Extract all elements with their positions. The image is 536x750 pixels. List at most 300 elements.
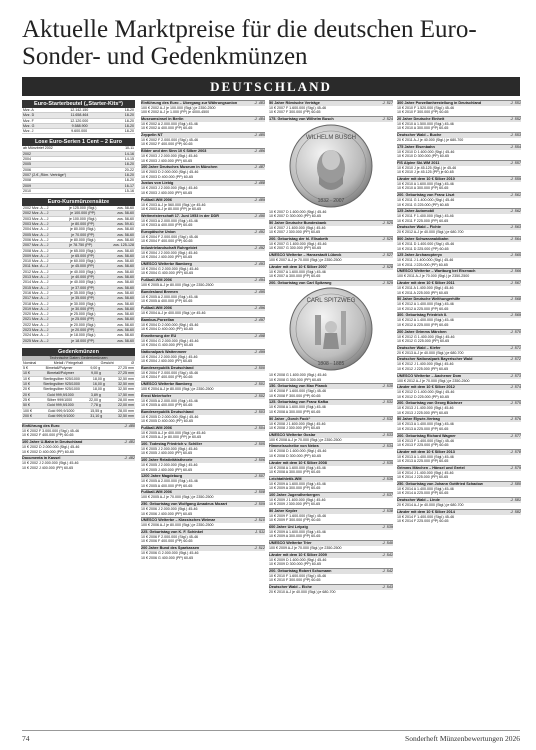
entry-title: 200. Geburtstag der hl. Elisabeth: [269, 236, 329, 241]
entry-code: J. 480: [124, 424, 135, 429]
entry-code: J. 529: [382, 280, 393, 285]
entry-line: 10 € 2012 D 1.400.000 (Stgl.) 45-46: [397, 390, 455, 395]
gedenk-header: Gedenkmünzen: [22, 348, 135, 356]
catalog-entry: [397, 116, 521, 131]
entry-code: J. 580: [510, 481, 521, 486]
table-cell: 25 €: [23, 397, 30, 402]
entry-code: J. 525: [382, 220, 393, 225]
entry-line: 10 € 2002 F 2.000.000 (Stgl.) 45-46: [141, 138, 198, 143]
catalog-entry: [397, 312, 521, 327]
entry-line: 10 € 2010 F 1.520.000 (Stgl.) 45-46: [397, 106, 454, 110]
catalog-entry: [269, 460, 393, 475]
table-cell: 12.120.000: [70, 118, 89, 123]
entry-title: Länder mit dem 10 € Silber 2013: [397, 449, 455, 454]
entry-code: J. 565: [510, 253, 521, 258]
table-cell: je 40.000 (PP): [71, 275, 95, 280]
entry-title: Ernst Meierhofer: [141, 393, 172, 398]
entry-title: UNESCO Welterbe – Hansestadt Lübeck: [269, 252, 342, 257]
table-cell: zus. 58-60: [117, 227, 134, 232]
entry-line: 10 € 2007 F 300.000 (PP) 60-65: [269, 110, 321, 115]
entry-code: J. 511: [254, 530, 265, 535]
entry-title: 100 Jahre Jugendherbergen: [269, 492, 320, 497]
entry-code: J. 506: [254, 458, 265, 463]
table-cell: 16-17: [124, 183, 134, 188]
col3-entries-top: [269, 100, 393, 122]
entry-line: 100 € 2008 A-J je 70.000 (Stgl.) je 2350-2500: [269, 437, 342, 442]
entry-line: 20 € 2013 A-J je 40.000 (Stgl.) je 680-700: [397, 350, 464, 355]
column-4: [397, 100, 521, 725]
table-cell: je 125.000 (Stgl.): [69, 206, 97, 211]
table-cell: 2010 Mzz. A – J: [23, 259, 49, 264]
table-cell: 50 €: [23, 403, 30, 408]
entry-title: 50 Jahre Deutsche Bundesbank: [269, 220, 327, 225]
entry-line: 10 € 2002 D 2.000.000 (Stgl.) 45-46: [22, 445, 80, 450]
catalog-entry: [269, 492, 393, 507]
table-cell: Bimetall/Polymer: [45, 366, 73, 371]
catalog-entry: [397, 280, 521, 295]
entry-line: 10 € 2005 J 400.000 (PP) 60-65: [141, 467, 193, 472]
entry-code: J. 524: [382, 117, 393, 122]
entry-code: J. 561: [510, 193, 521, 198]
table-cell: [77, 178, 79, 182]
table-cell: Gold 999,9/1000: [47, 392, 74, 397]
table-cell: 2005: [23, 162, 31, 167]
entry-title-row: [269, 280, 393, 286]
table-cell: 18-20: [124, 178, 134, 183]
entry-line: 10 € 2009 F 1.600.000 (Stgl.) 45-46: [269, 513, 326, 518]
table-cell: Mzz. D: [23, 113, 35, 118]
catalog-entry: [397, 433, 521, 448]
entry-code: J. 552: [510, 117, 521, 122]
entry-title: 1200 Jahre Magdeburg: [141, 474, 183, 479]
entry-code: J. 517: [382, 101, 393, 105]
entry-line: 10 € 2005 J 2.000.000 (Stgl.) 45-46: [141, 463, 198, 468]
entry-code: J. 541: [382, 552, 393, 557]
lose-rows: [22, 146, 135, 194]
entry-code: J. 542: [382, 568, 393, 573]
table-cell: [77, 168, 79, 172]
entry-line: 10 € 2013 A 1.400.000 (Stgl.) 45-46: [397, 422, 454, 427]
entry-line: 10 € 2008 J 1.600.000 (Stgl.) 45-46: [269, 421, 326, 426]
busch-coin-legend: WILHELM BUSCH: [305, 134, 357, 141]
entry-code: J. 551: [510, 101, 521, 105]
table-cell: zus. 58-60: [117, 206, 134, 211]
entry-line: 10 € 2009 J 1.600.000 (Stgl.) 45-46: [269, 497, 326, 502]
catalog-entry: [22, 455, 135, 470]
table-cell: je 45.000 (PP): [71, 264, 95, 269]
table-cell: 2011 Mzz. A – J: [23, 264, 49, 269]
entry-line: 10 € 2003 J 400.000 (PP) 60-65: [141, 158, 193, 163]
entry-code: J. 528: [382, 264, 393, 269]
table-cell: 2022 Mzz. A – J: [23, 322, 49, 327]
catalog-entry: [397, 356, 521, 371]
entry-line: 10 € 2012 D 225.000 (PP) 60-65: [397, 394, 449, 399]
footer-rule: [22, 730, 520, 731]
entry-line: 10 € 2008 G 1.600.000 (Stgl.) 45-46: [269, 373, 327, 378]
entry-line: 100 € 2007 A-J je 70.000 (Stgl.) je 2350-2500: [269, 257, 342, 262]
entry-title: UNESCO Welterbe Bamberg: [141, 382, 192, 387]
catalog-entry: [269, 264, 393, 279]
entry-title: Industrielandschaft Ruhrgebiet: [141, 245, 198, 250]
table-cell: zus. 58-60: [117, 285, 134, 290]
entry-line: 10 € 2012 G 225.000 (PP) 60-65: [397, 338, 450, 343]
table-cell: Gold 999,9/1000: [47, 403, 74, 408]
entry-title: 50 Jahre Kepler: [269, 508, 298, 513]
table-cell: 15,55 g: [90, 408, 103, 413]
catalog-entry: [397, 296, 521, 311]
table-cell: [77, 162, 79, 166]
entry-line: 10 € 2005 A 400.000 (PP) 60-65: [141, 403, 193, 408]
entry-code: J. 538: [382, 508, 393, 513]
entry-line: 10 € 2008 D 1.600.000 (Stgl.) 45-46: [269, 449, 327, 454]
catalog-entry: [269, 116, 393, 122]
entry-title: 250. Geburtstag von Johann Gottfried Schadow: [397, 481, 483, 486]
table-cell: 20 €: [23, 387, 30, 392]
entry-code: J. 567: [510, 281, 521, 286]
entry-title: 300. Geburtstag Friedrich II.: [397, 313, 448, 318]
catalog-entry: [22, 439, 135, 454]
entry-line: 10 € 2003 J 2.000.000 (Stgl.) 45-46: [141, 186, 198, 191]
column-2: [141, 100, 265, 725]
table-cell: Silber 999/1000: [46, 397, 73, 402]
table-cell: 22,00 mm: [118, 403, 134, 408]
entry-line: 10 € 2005 J 2.000.000 (Stgl.) 45-46: [141, 447, 198, 452]
catalog-entry: [397, 252, 521, 267]
entry-line: 10 € 2008 G 300.000 (PP) 60-65: [269, 377, 322, 382]
entry-line: 10 € 2003 D 2.000.000 (Stgl.) 45-46: [141, 170, 199, 175]
table-cell: 14-16: [124, 151, 134, 156]
entry-line: 10 € 2004 F 2.000.000 (Stgl.) 45-46: [141, 234, 198, 239]
catalog-entry: [269, 373, 393, 382]
catalog-entry: [141, 349, 265, 364]
entry-line: 20 € 2012 A-J je 40.000 (Stgl.) je 680-700: [397, 230, 464, 235]
entry-code: J. 576: [510, 417, 521, 422]
entry-line: 10 € 2010 F 1.600.000 (Stgl.) 45-46: [269, 573, 326, 578]
entry-line: 10 € 2013 F 225.000 (PP) 60-65: [397, 442, 449, 447]
gedenk-col-nominal: Nominal: [23, 360, 37, 365]
entry-line: 10 € 2008 A 300.000 (PP) 60-65: [269, 469, 321, 474]
entry-line: 10 € 2012 J 225.000 (PP) 60-65: [397, 366, 449, 371]
entry-code: J. 494: [254, 278, 265, 283]
entry-title: Himmelsscheibe von Nebra: [269, 444, 319, 449]
table-cell: 22,00 g: [89, 397, 102, 402]
entry-line: 10 € 2013 A 225.000 (PP) 60-65: [397, 458, 449, 463]
col1-entries: [22, 423, 135, 470]
table-cell: 3,89 g: [90, 392, 101, 397]
entry-title: 125. Geburtstag von Franz Kafka: [269, 400, 329, 405]
table-cell: zus. 58-60: [117, 333, 134, 338]
entry-title: Zeppelin NT: [141, 133, 163, 138]
table-cell: je 18.000 (PP): [71, 338, 95, 343]
table-cell: 28,00 mm: [118, 397, 134, 402]
entry-title: Grimms Märchen – Hänsel und Gretel: [397, 465, 465, 470]
table-cell: 18-20: [124, 172, 134, 177]
entry-line: 20 € 2011 A-J je 40.000 (Stgl.) je 680-700: [397, 138, 464, 143]
entry-line: 10 € 2007 J 300.000 (PP) 60-65: [269, 229, 321, 234]
entry-title: 125 Jahre Archaeopteryx: [397, 253, 443, 258]
entry-title: Fußball-WM 2006: [141, 426, 173, 431]
catalog-entry: [141, 229, 265, 244]
entry-line: 10 € 2003 J 2.000.000 (Stgl.) 45-46: [141, 154, 198, 159]
catalog-entry: [269, 568, 393, 583]
catalog-entry: [269, 416, 393, 431]
table-cell: je 40.000 (Stgl.): [70, 269, 96, 274]
entry-line: 10 € 2010 A 1.600.000 (Stgl.) 45-46: [397, 182, 454, 187]
entry-line: 10 € 2006 G 400.000 (PP) 60-65: [141, 555, 194, 560]
catalog-entry: [269, 584, 393, 594]
table-cell: zus. 58-60: [117, 275, 134, 280]
table-cell: 9,00 g: [90, 366, 101, 371]
catalog-entry: [141, 457, 265, 472]
table-cell: je 65.000 (Stgl.): [70, 248, 96, 253]
entry-line: 10 € 2011 J 225.000 (PP) 60-65: [397, 262, 448, 267]
table-cell: je 18.000 (Stgl.): [70, 333, 96, 338]
catalog-entry: [397, 224, 521, 234]
table-cell: je 25.000 (Stgl.): [70, 312, 96, 317]
entry-code: J. 497: [254, 317, 265, 322]
entry-line: 10 € 2008 A 300.000 (PP) 60-65: [269, 409, 321, 414]
table-cell: 20-22: [124, 167, 134, 172]
table-cell: 9.588.900: [71, 123, 88, 128]
entry-line: 10 € 2011 A 1.400.000 (Stgl.) 45-46: [397, 286, 454, 291]
entry-code: J. 504: [254, 426, 265, 431]
table-cell: 18-20: [124, 162, 134, 167]
entry-line: 10 € 2011 D 1.400.000 (Stgl.) 45-46: [397, 242, 455, 247]
catalog-entry: [397, 509, 521, 524]
entry-title: Fußball-WM 2006: [141, 197, 173, 202]
entry-code: J. 570: [510, 329, 521, 334]
entry-title: Bilder und den Sinn 10 € Silber 2003: [141, 149, 207, 154]
entry-title: UNESCO Welterbe Goslar: [269, 432, 316, 437]
catalog-entry: [141, 333, 265, 348]
table-cell: zus. 58-60: [117, 280, 134, 285]
entry-title: 200 Jahre Grimms Märchen: [397, 329, 447, 334]
table-cell: je 25.000 (PP): [71, 317, 95, 322]
table-cell: [94, 173, 96, 177]
entry-line: 10 € 2010 D 300.000 (PP) 60-65: [397, 154, 449, 159]
table-cell: 2005 Mzz. A – J: [23, 232, 49, 237]
catalog-entry: [141, 305, 265, 315]
page-title: Aktuelle Marktpreise für die deutschen Euro-Sonder- und Gedenkmünzen: [22, 16, 477, 70]
entry-line: 10 € 2004 F 2.000.000 (Stgl.) 45-46: [141, 371, 198, 375]
entry-line: 10 € 2013 F 1.400.000 (Stgl.) 45-46: [397, 438, 454, 443]
entry-line: 10 € 2005 A-J je 80.000 (PP) je 60-65: [141, 435, 202, 440]
table-cell: 31,10 g: [90, 413, 103, 418]
gedenk-col-gewicht: Gewicht: [100, 360, 114, 365]
gedenk-col-metall: Metall / Feingehalt: [53, 360, 84, 365]
entry-line: 10 € 2014 J 225.000 (PP) 60-65: [397, 475, 449, 480]
entry-line: 10 € 2009 A 1.600.000 (Stgl.) 45-46: [269, 481, 326, 486]
entry-code: J. 500: [254, 366, 265, 370]
catalog-entry: [397, 465, 521, 480]
entry-title: Museumsinsel in Berlin: [141, 117, 184, 122]
entry-code: J. 566: [510, 269, 521, 274]
catalog-entry: [141, 245, 265, 260]
table-cell: zus. 58-60: [117, 290, 134, 295]
entry-line: 10 € 2002 D 400.000 (PP) 60-65: [22, 449, 74, 454]
entry-code: J. 582: [510, 509, 521, 514]
entry-line: 10 € 2013 A 225.000 (PP) 60-65: [397, 426, 449, 431]
entry-title: UNESCO Welterbe – Klassisches Weimar: [141, 518, 216, 523]
entry-code: J. 503: [254, 409, 265, 414]
entry-code: J. 481: [124, 440, 135, 445]
catalog-entry: [141, 116, 265, 131]
entry-code: J. 540: [382, 541, 393, 545]
entry-title: FIS Alpine Ski-WM 2011: [397, 161, 440, 166]
table-cell: Sterlingsilber 925/1000: [43, 387, 80, 392]
entry-code: J. 485: [254, 133, 265, 138]
entry-title: Nationalpark Wattenmeer: [141, 349, 187, 354]
table-cell: 14-15: [124, 157, 134, 162]
entry-code: J. 527: [382, 252, 393, 257]
entry-title: Bundesrepublik Deutschland: [141, 366, 194, 370]
entry-code: J. 531: [382, 400, 393, 405]
catalog-entry: [269, 476, 393, 491]
entry-title: Fußball-WM 2006: [141, 490, 173, 495]
entry-title: Länder mit dem 10 € Silber 2014: [397, 509, 455, 514]
table-cell: 28,00 mm: [118, 408, 134, 413]
table-row: [22, 339, 135, 344]
table-cell: Sterlingsilber 925/1000: [43, 376, 80, 381]
gedenk-col-diameter: Ø: [131, 360, 134, 365]
entry-code: J. 484: [254, 117, 265, 122]
entry-title: Deutscher Wald – Kiefer: [397, 345, 441, 350]
table-cell: 15-16: [124, 188, 134, 193]
entry-title: 200. Geburtstag Richard Wagner: [397, 433, 456, 438]
page-footer: [22, 734, 520, 746]
entry-title: Bundesrepublik Deutschland: [141, 409, 194, 414]
entry-line: 10 € 2010 A 300.000 (PP) 60-65: [397, 126, 449, 131]
table-cell: 18-20: [124, 123, 134, 128]
table-cell: zus. 58-60: [117, 296, 134, 301]
catalog-entry: [141, 197, 265, 212]
catalog-entry: [269, 236, 393, 251]
catalog-entry: [269, 432, 393, 442]
entry-code: J. 482: [124, 456, 135, 461]
table-cell: je 40.000 (Stgl.): [70, 280, 96, 285]
table-row: [22, 189, 135, 194]
table-cell: Gold 999,9/1000: [47, 408, 75, 413]
catalog-entry: [141, 473, 265, 488]
entry-line: 10 € 2005 A 2.000.000 (Stgl.) 45-46: [141, 479, 198, 484]
entry-title: Europäische Union: [141, 229, 176, 234]
table-cell: 10 €: [23, 371, 30, 376]
catalog-entry: [141, 441, 265, 456]
entry-code: J. 568: [510, 297, 521, 302]
table-cell: Mzz. F: [23, 118, 34, 123]
table-cell: 10 €: [23, 382, 30, 387]
catalog-entry: [397, 481, 521, 496]
catalog-entry: [269, 443, 393, 458]
entry-title: Fußball-WM 2006: [141, 305, 173, 310]
catalog-entry: [397, 144, 521, 159]
table-cell: 2016 Mzz. A – J: [23, 290, 49, 295]
entry-line: 10 € 2012 A 1.400.000 (Stgl.) 45-46: [397, 302, 454, 307]
entry-title: 100 Jahre Relativitätstheorie: [141, 458, 193, 463]
entry-title: Deutscher Wald – Linde: [397, 497, 440, 502]
entry-line: 10 € 2006 F 2.000.000 (Stgl.) 45-46: [141, 535, 198, 540]
entry-line: 100 € 2009 A-J je 70.000 (Stgl.) je 2350-2500: [269, 546, 342, 550]
publication-name: Sonderheft Münzenbewertungen 2026: [405, 734, 520, 743]
table-cell: je 80.000 (Stgl.): [70, 227, 96, 232]
table-cell: zus. 58-60: [117, 237, 134, 242]
table-cell: zus. 58-60: [117, 232, 134, 237]
entry-line: 10 € 2011 D 225.000 (PP) 60-65: [397, 246, 449, 251]
entry-title: 300 Jahre Porzellanherstellung in Deutschland: [397, 101, 482, 105]
table-cell: [88, 146, 90, 150]
spitzweg-coin-image: [289, 287, 373, 371]
page-number: 74: [22, 734, 30, 743]
entry-code: J. 578: [510, 449, 521, 454]
entry-line: 10 € 2010 A 1.500.000 (Stgl.) 45-46: [397, 122, 454, 127]
entry-line: 10 € 2012 G 1.400.000 (Stgl.) 45-46: [397, 334, 455, 339]
entry-line: 10 € 2005 D 400.000 (PP) 60-65: [141, 419, 193, 424]
entry-title: 250. Geburtstag von Wolfgang Amadeus Mozart: [141, 502, 228, 507]
table-cell: 2008: [23, 178, 31, 183]
table-cell: je 65.000 (PP): [71, 253, 95, 258]
entry-line: 10 € 2007 A 1.600.000 (Stgl.) 45-46: [269, 269, 326, 274]
entry-code: J. 575: [510, 401, 521, 406]
entry-line: 10 € 2009 D 300.000 (PP) 60-65: [269, 562, 321, 567]
table-row: [22, 129, 135, 134]
col2-entries: [141, 100, 265, 560]
catalog-entry: [269, 220, 393, 235]
table-cell: zus. 58-60: [117, 248, 134, 253]
catalog-entry: [141, 148, 265, 163]
entry-line: 10 € 2002 A 2.000.000 (Stgl.) 45-46: [141, 122, 198, 127]
table-cell: zus. 58-60: [117, 301, 134, 306]
entry-line: 10 € 2007 F 1.600.000 (Stgl.) 45-46: [269, 106, 326, 110]
entry-title: 200. Geburtstag Robert Schumann: [269, 568, 332, 573]
entry-code: J. 526: [382, 236, 393, 241]
entry-code: J. 496: [254, 305, 265, 310]
table-cell: zus. 58-60: [117, 327, 134, 332]
table-cell: je 20.000 (Stgl.): [70, 322, 96, 327]
entry-code: J. 509: [254, 502, 265, 507]
entry-line: 10 € 2002 A 400.000 (PP) 60-65: [141, 126, 193, 131]
entry-line: 10 € 2010 J je 45.125 (Stgl.) je 45-46: [397, 166, 457, 171]
catalog-entry: [141, 164, 265, 179]
entry-line: 10 € 2009 A 300.000 (PP) 60-65: [269, 485, 321, 490]
entry-code: J. 508: [254, 490, 265, 495]
entry-title: 150. Geburtstag von Max Planck: [269, 384, 328, 389]
entry-title: Bundesland Bremen: [141, 289, 178, 294]
table-cell: [77, 184, 79, 188]
table-cell: Gold 999,9/1000: [47, 413, 75, 418]
entry-line: 10 € 2005 A 400.000 (PP) 60-65: [141, 299, 193, 304]
table-cell: [77, 157, 79, 161]
entry-title: Länder mit dem 10 € Silber 2009: [269, 552, 327, 557]
catalog-entry: [269, 508, 393, 523]
entry-line: 10 € 2004 G 2.000.000 (Stgl.) 45-46: [141, 266, 199, 271]
table-cell: zus. 58-60: [117, 317, 134, 322]
entry-line: 10 € 2009 J 300.000 (PP) 60-65: [269, 502, 321, 507]
entry-title: 50 Jahre Élysée-Vertrag: [397, 417, 440, 422]
catalog-entry: [141, 393, 265, 408]
catalog-entry: [397, 192, 521, 207]
catalog-entry: [397, 384, 521, 399]
entry-title: 100 Jahre Deutsches Museum in München: [141, 165, 218, 170]
entry-line: 10 € 2013 J 225.000 (PP) 60-65: [397, 410, 449, 415]
table-cell: 32,50 mm: [118, 413, 134, 418]
table-cell: zus. 58-60: [117, 264, 134, 269]
entry-title: 200. Geburtstag von Carl Spitzweg: [269, 280, 332, 285]
catalog-entry: [141, 425, 265, 440]
table-cell: zus. 58-60: [117, 216, 134, 221]
table-cell: 7,78 g: [90, 403, 101, 408]
entry-line: 10 € 2013 J 1.400.000 (Stgl.) 45-46: [397, 406, 454, 411]
table-cell: 9,00 g: [91, 371, 101, 376]
